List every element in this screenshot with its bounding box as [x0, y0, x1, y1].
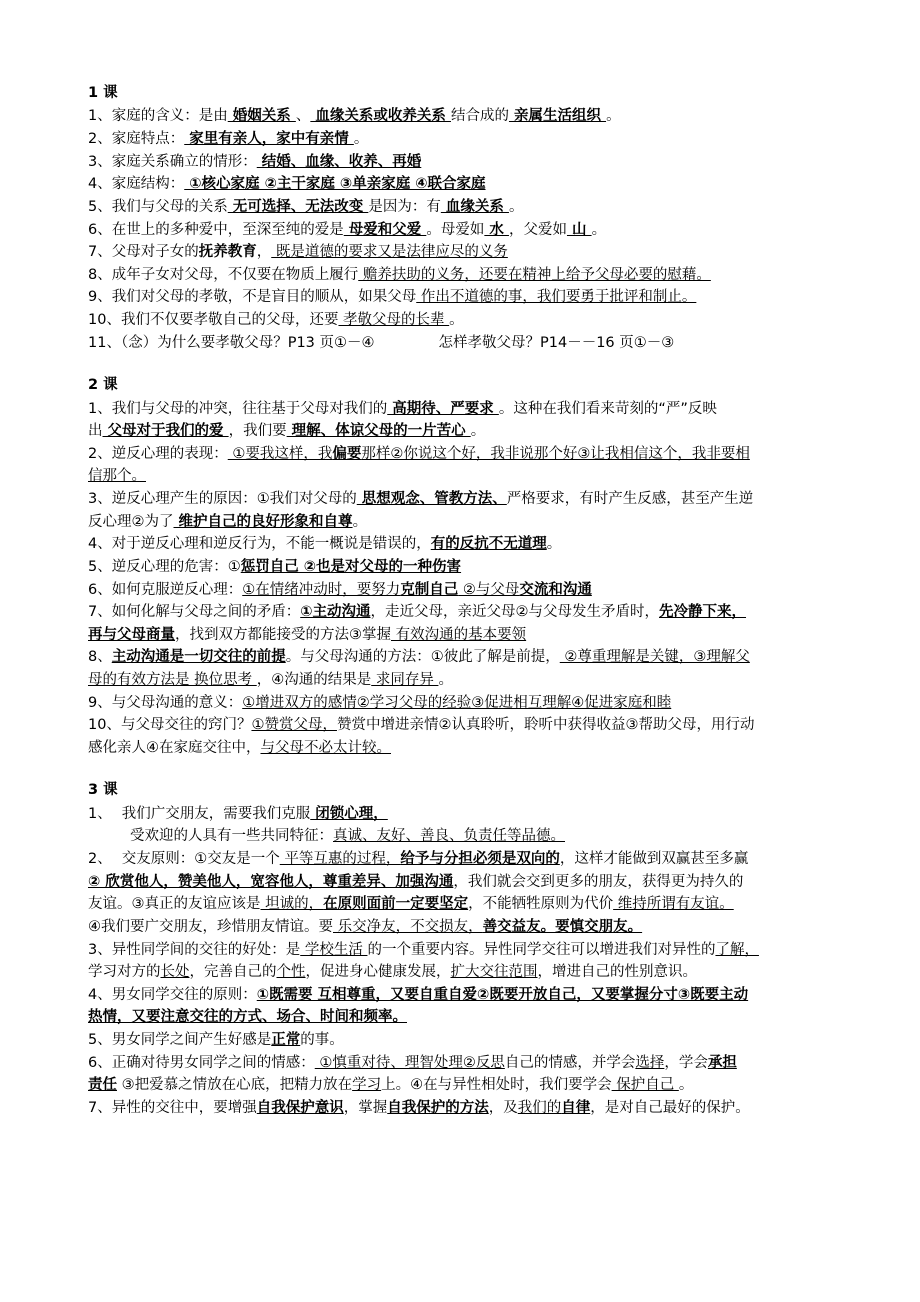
body-text: 9、我们对父母的孝敬，不是盲目的顺从，如果父母	[88, 289, 417, 306]
underlined-answer: ①慎重对待、理智处理②反思	[314, 1054, 505, 1071]
bold-underlined-answer: 血缘关系	[440, 198, 509, 215]
body-text: ，增进自己的性别意识。	[537, 964, 697, 981]
document-line	[88, 151, 858, 174]
body-text: 出	[88, 423, 103, 440]
underlined-answer: 了解，	[715, 941, 759, 958]
bold-underlined-answer: 在原则面前一定要坚定	[323, 896, 469, 913]
underlined-answer: 坦诚的，	[260, 896, 324, 913]
body-text: 7、异性的交往中，要增强	[88, 1099, 257, 1116]
body-text: ，学会	[664, 1054, 708, 1071]
body-text: 。与父母沟通的方法：①彼此了解是前提，	[285, 649, 560, 666]
body-text: ，	[256, 244, 272, 261]
bold-underlined-answer: ①主动沟通	[300, 604, 371, 621]
body-text: 1、	[88, 805, 112, 822]
body-text: 1、我们与父母的冲突，往往基于父母对我们的	[88, 400, 388, 417]
bold-text: 抚养教育	[198, 244, 257, 261]
body-text: 10、我们不仅要孝敬自己的父母，还要	[88, 311, 339, 328]
bold-underlined-answer: 父母对于我们的爱	[102, 423, 229, 440]
body-text: 9、与父母沟通的意义：	[88, 694, 243, 711]
document-line	[88, 309, 858, 332]
bold-underlined-answer: 善交益友。要慎交朋友。	[482, 918, 643, 935]
body-text: ①	[227, 558, 241, 575]
body-text: 7、如何化解与父母之间的矛盾：	[88, 604, 301, 621]
body-text: 反心理②为了	[88, 513, 174, 530]
document-line	[88, 939, 858, 962]
document-line	[88, 1074, 858, 1097]
body-text: 的事。	[300, 1031, 344, 1048]
document-line	[88, 511, 858, 534]
underlined-answer: 孝敬父母的长辈	[338, 311, 450, 328]
document-line	[88, 825, 858, 848]
body-text: 受欢迎的人具有一些共同特征：	[130, 828, 333, 845]
body-text: 友谊。③真正的友谊应该是	[88, 896, 261, 913]
body-text: 10、与父母交往的窍门？	[88, 717, 252, 734]
body-text: 。	[438, 671, 453, 688]
bold-underlined-answer: 亲属生活组织	[508, 108, 607, 125]
lesson-section	[88, 82, 858, 354]
bold-underlined-answer: 责任	[88, 1077, 117, 1094]
document-line	[88, 556, 858, 579]
body-text: ④我们要广交朋友，珍惜朋友情谊。要	[88, 918, 333, 935]
document-line	[88, 714, 858, 737]
document-line	[88, 848, 858, 871]
underlined-answer: ①增进双方的感情②学习父母的经验③促进相互理解④促进家庭和睦	[242, 694, 672, 711]
section-title: 2 课	[88, 377, 118, 394]
document-line	[88, 871, 858, 894]
body-text: 。这种在我们看来苛刻的“严”反映	[498, 400, 717, 417]
underlined-answer: 扩大交往范围	[450, 964, 538, 981]
body-text: 。	[352, 513, 368, 530]
body-text: 上。④在与异性相处时，我们要学会	[381, 1077, 612, 1094]
bold-underlined-answer: 交流和沟通	[519, 581, 592, 598]
bold-underlined-answer: 承担	[707, 1054, 737, 1071]
body-text: 8、	[88, 649, 112, 666]
underlined-answer: ①赞赏父母，	[251, 717, 337, 734]
body-text: 。母爱如	[426, 221, 485, 238]
body-text: ，不能牺牲原则为代价	[468, 896, 614, 913]
body-text: ，找到双方都能接受的方法③掌握	[175, 626, 391, 643]
body-text: 8、成年子女对父母，不仅要在物质上履行	[88, 266, 359, 283]
bold-underlined-answer: 血缘关系或收养关系	[310, 108, 451, 125]
document-line	[88, 1029, 858, 1052]
lesson-section	[88, 779, 858, 1119]
body-text: 5、男女同学之间产生好感是	[88, 1031, 272, 1048]
bold-underlined-answer: ①既需要 互相尊重，又要自重自爱②既要开放自己，又要掌握分寸③既要主动	[256, 986, 749, 1003]
bold-underlined-answer: 山	[566, 221, 592, 238]
body-text: 。	[546, 536, 562, 553]
underlined-answer: ①要我这样，我	[227, 445, 333, 462]
document-line	[88, 737, 858, 760]
section-title: 1 课	[88, 85, 118, 101]
document-line	[88, 646, 858, 669]
underlined-answer: 真诚、友好、善良、负责任等品德。	[333, 828, 565, 845]
body-text: 2、	[88, 851, 112, 868]
document-line	[88, 1006, 858, 1029]
body-text: 。	[591, 221, 607, 238]
body-text: 2、逆反心理的表现：	[88, 445, 228, 462]
bold-underlined-answer: 正常	[271, 1031, 301, 1048]
body-text: ，掌握	[343, 1099, 388, 1116]
bold-underlined-answer: 热情，又要注意交往的方式、场合、时间和频率。	[88, 1009, 407, 1026]
bold-underlined-answer: 维护自己的良好形象和自尊	[173, 513, 353, 530]
body-text: 7、父母对子女的	[88, 244, 199, 261]
bold-underlined-answer: 家里有亲人，家中有亲情	[184, 131, 354, 148]
bold-underlined-answer: 闭锁心理，	[310, 805, 388, 822]
document-line	[88, 219, 858, 242]
bold-underlined-answer: 偏要	[332, 445, 362, 462]
document-line	[88, 1097, 858, 1120]
document-line	[88, 465, 858, 488]
body-text: 。	[353, 131, 369, 148]
bold-underlined-answer: 自律	[561, 1099, 591, 1116]
underlined-answer: 平等互惠的过程，	[279, 851, 401, 868]
body-text: 6、如何克服逆反心理：	[88, 581, 243, 598]
bold-underlined-answer: 婚姻关系	[227, 108, 296, 125]
underlined-answer: 维持所谓有友谊。	[613, 896, 734, 913]
underlined-answer: 学习	[352, 1077, 382, 1094]
underlined-answer: 求同存异	[371, 671, 439, 688]
document-line	[88, 984, 858, 1007]
document-line	[88, 241, 858, 264]
body-text: 6、正确对待男女同学之间的情感：	[88, 1054, 315, 1071]
body-text: 5、我们与父母的关系	[88, 198, 228, 215]
document-body	[88, 82, 858, 1119]
body-text: 交友原则：①交友是一个	[121, 851, 280, 868]
body-text: 。	[470, 423, 486, 440]
bold-underlined-answer: 先冷静下来，	[659, 604, 747, 621]
underlined-answer: 选择	[635, 1054, 665, 1071]
document-line	[88, 488, 858, 511]
document-line	[88, 128, 858, 151]
document-line	[88, 105, 858, 128]
body-text: 。	[449, 311, 464, 328]
underlined-answer: ②尊重理解是关键，③理解父	[559, 649, 750, 666]
body-text: ，及	[488, 1099, 518, 1116]
bold-underlined-answer: ② 欣赏他人，赞美他人，宽容他人，尊重差异、加强沟通	[88, 873, 454, 890]
document-line	[88, 803, 858, 826]
bold-underlined-answer: 思想观念、管教方法、	[356, 491, 507, 508]
bold-underlined-answer: 理解、体谅父母的一片苦心	[286, 423, 471, 440]
bold-underlined-answer: 自我保护的方法	[387, 1099, 489, 1116]
underlined-answer: 保护自己	[611, 1077, 679, 1094]
bold-underlined-answer: 惩罚自己 ②也是对父母的一种伤害	[240, 558, 462, 575]
underlined-answer: 既是道德的要求又是法律应尽的义务	[271, 244, 508, 261]
bold-underlined-answer: 再与父母商量	[88, 626, 175, 643]
body-text: 感化亲人④在家庭交往中，	[88, 739, 261, 756]
body-text: 4、家庭结构：	[88, 176, 185, 193]
body-text: 。	[606, 108, 621, 125]
underlined-answer: ①在情绪冲动时，要努力	[242, 581, 401, 598]
body-text: 我们广交朋友，需要我们克服	[121, 805, 311, 822]
body-text: 严格要求，有时产生反感，甚至产生逆	[506, 491, 754, 508]
bold-underlined-answer: 结婚、血缘、收养、再婚	[256, 153, 422, 170]
document-line	[88, 196, 858, 219]
body-text: 3、异性同学间的交往的好处：是	[88, 941, 301, 958]
underlined-answer: 那样②你说这个好，我非说那个好③让我相信这个，我非要相	[361, 445, 750, 462]
document-line	[88, 443, 858, 466]
body-text: ，我们要	[228, 423, 287, 440]
document-line	[88, 624, 858, 647]
underlined-answer: 作出不道德的事，我们要勇于批评和制止。	[416, 289, 697, 306]
body-text: ③把爱慕之情放在心底，把精力放在	[117, 1077, 353, 1094]
body-text: 赞赏中增进亲情②认真聆听，聆听中获得收益③帮助父母，用行动	[336, 717, 755, 734]
document-line	[88, 173, 858, 196]
body-text: 5、逆反心理的危害：	[88, 558, 228, 575]
lesson-section	[88, 374, 858, 759]
body-text: 6、在世上的多种爱中，至深至纯的爱是	[88, 221, 344, 238]
body-text: 4、对于逆反心理和逆反行为，不能一概说是错误的，	[88, 536, 431, 553]
underlined-answer: 乐交净友，不交损友，	[333, 918, 483, 935]
body-text: 2、家庭特点：	[88, 131, 185, 148]
document-line	[88, 286, 858, 309]
document-line	[88, 420, 858, 443]
underlined-answer: 有效沟通的基本要领	[391, 626, 527, 643]
document-line	[88, 669, 858, 692]
body-text: ，走近父母，亲近父母②与父母发生矛盾时，	[370, 604, 660, 621]
document-line	[88, 961, 858, 984]
underlined-answer: ②与父母	[458, 581, 520, 598]
underlined-answer: 我们的	[517, 1099, 562, 1116]
document-line	[88, 579, 858, 602]
body-text: 结合成的	[450, 108, 509, 125]
body-text: 3、家庭关系确立的情形：	[88, 153, 257, 170]
bold-underlined-answer: 克制自己	[400, 581, 459, 598]
underlined-answer: 换位思考	[189, 671, 257, 688]
document-line	[88, 893, 858, 916]
body-text: 11、（念）为什么要孝敬父母？P13 页①－④	[88, 334, 375, 351]
underlined-answer: 母的有效方法是	[88, 671, 190, 688]
body-text: ，父爱如	[508, 221, 567, 238]
bold-underlined-answer: 高期待、严要求	[387, 400, 499, 417]
document-line	[88, 1052, 858, 1075]
bold-underlined-answer: 给予与分担必须是双向的	[400, 851, 560, 868]
document-line	[88, 533, 858, 556]
document-line	[88, 332, 858, 355]
underlined-answer: 信那个。	[88, 468, 146, 485]
body-text: 1、家庭的含义：是由	[88, 108, 228, 125]
document-line	[88, 601, 858, 624]
bold-underlined-answer: 母爱和父爱	[343, 221, 427, 238]
section-title: 3 课	[88, 782, 118, 799]
body-text: ，完善自己的	[189, 964, 277, 981]
document-line	[88, 692, 858, 715]
body-text: 、	[295, 108, 311, 125]
underlined-answer: 与父母不必太计较。	[260, 739, 391, 756]
body-text: 是因为：有	[368, 198, 441, 215]
underlined-answer: 赡养扶助的义务，还要在精神上给予父母必要的慰藉。	[358, 266, 711, 283]
body-text: 。	[678, 1077, 694, 1094]
body-text: ，促进身心健康发展，	[305, 964, 451, 981]
document-line	[88, 264, 858, 287]
body-text: 怎样孝敬父母？P14－－16 页①－③	[438, 334, 675, 351]
bold-underlined-answer: 自我保护意识	[256, 1099, 344, 1116]
underlined-answer: 长处	[160, 964, 190, 981]
bold-underlined-answer: ①核心家庭 ②主干家庭 ③单亲家庭 ④联合家庭	[184, 176, 486, 193]
body-text: ，④沟通的结果是	[256, 671, 372, 688]
body-text: 。	[508, 198, 524, 215]
body-text: ，是对自己最好的保护。	[590, 1099, 750, 1116]
bold-underlined-answer: 有的反抗不无道理	[430, 536, 547, 553]
document-line	[88, 916, 858, 939]
body-text: ，这样才能做到双赢甚至多赢	[559, 851, 749, 868]
body-text: 自己的情感，并学会	[504, 1054, 636, 1071]
body-text: 学习对方的	[88, 964, 161, 981]
underlined-answer: 学校生活	[300, 941, 368, 958]
body-text: 4、男女同学交往的原则：	[88, 986, 257, 1003]
body-text: ，我们就会交到更多的朋友，获得更为持久的	[453, 873, 744, 890]
body-text: 的一个重要内容。异性同学交往可以增进我们对异性的	[367, 941, 716, 958]
document-line	[88, 398, 858, 421]
underlined-answer: 个性	[276, 964, 306, 981]
bold-underlined-answer: 无可选择、无法改变	[227, 198, 369, 215]
bold-underlined-answer: 主动沟通是一切交往的前提	[111, 649, 286, 666]
body-text: 3、逆反心理产生的原因：①我们对父母的	[88, 491, 357, 508]
bold-underlined-answer: 水	[484, 221, 509, 238]
